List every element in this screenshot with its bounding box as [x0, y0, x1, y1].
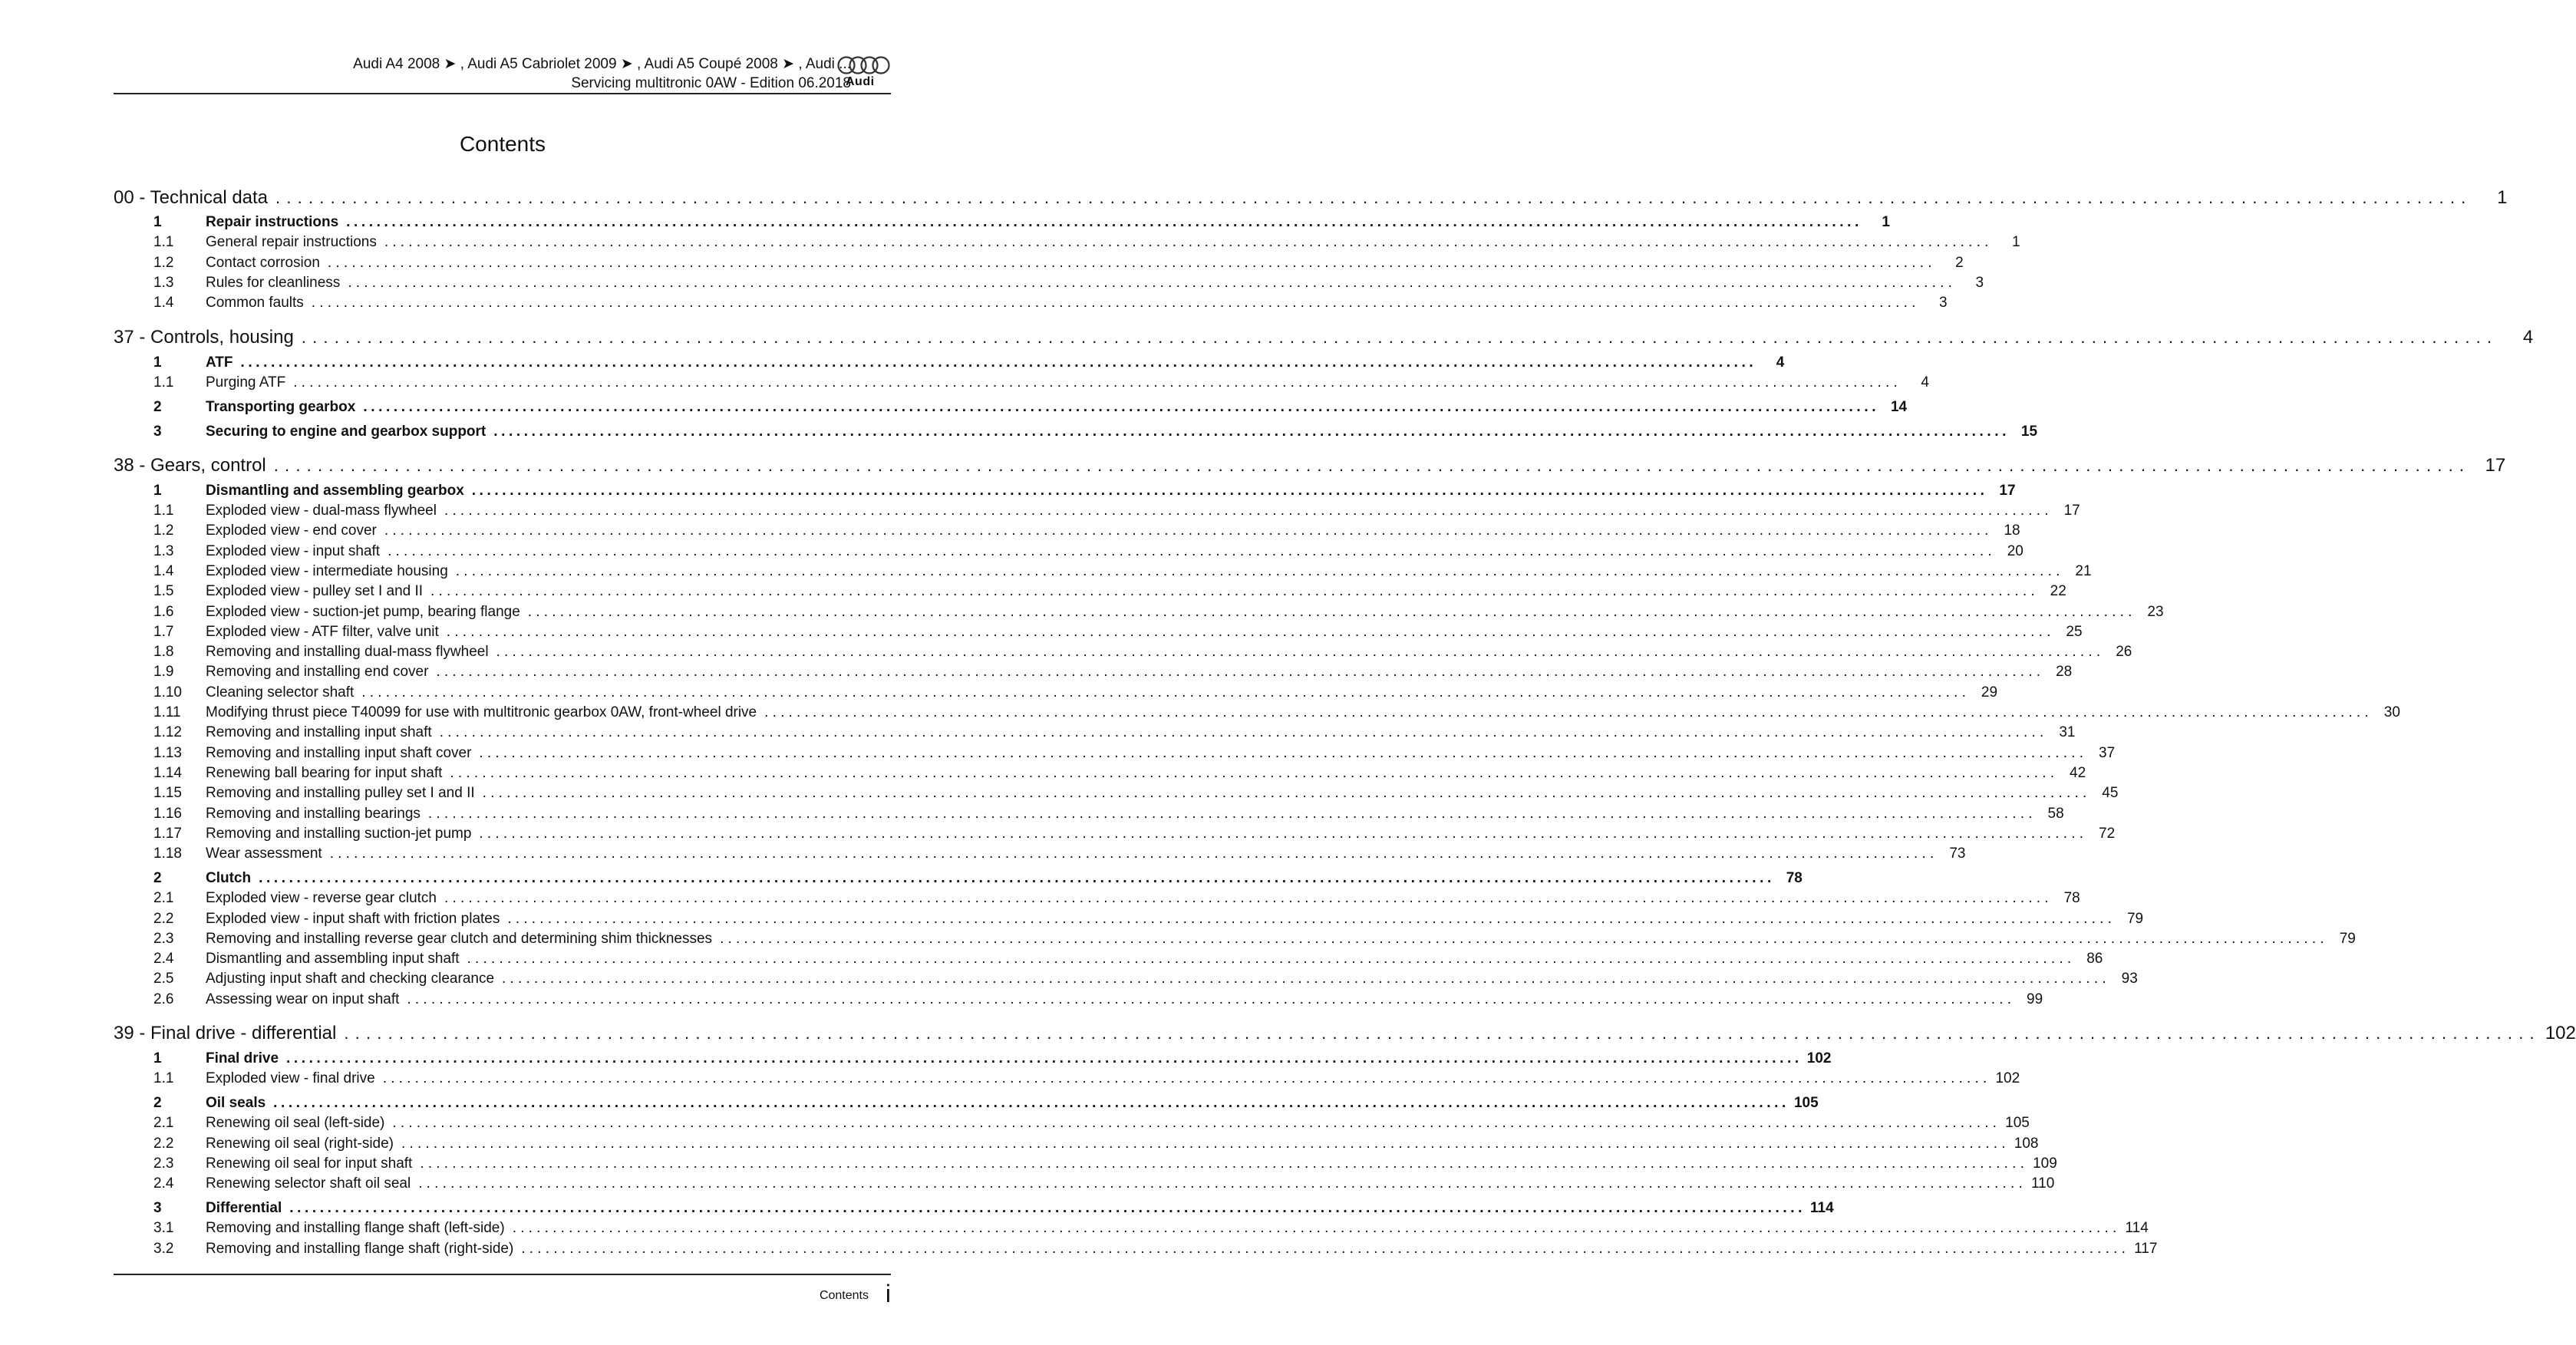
toc-entry[interactable]: [114, 1069, 2020, 1089]
entry-number: 1.1: [153, 374, 174, 391]
entry-number: 2.2: [153, 910, 174, 927]
page-number: 18: [2004, 523, 2020, 539]
toc-entry[interactable]: [114, 373, 1929, 393]
dot-leader: ........................................................................................................................................................................................................: [259, 869, 1775, 886]
page-number: 105: [1793, 1095, 1819, 1112]
entry-number: 1: [153, 214, 162, 231]
page-number: 17: [1999, 482, 2016, 499]
dot-leader: ........................................................................................................................................................................................................: [344, 1024, 2541, 1043]
entry-number: 1: [153, 354, 162, 371]
entry-title: Exploded view - suction-jet pump, bearing flange: [206, 603, 520, 620]
page-number: 17: [2485, 455, 2506, 476]
toc-entry[interactable]: [114, 642, 2132, 662]
entry-title: ATF: [206, 354, 233, 371]
table-of-contents: [114, 185, 2576, 1259]
dot-leader: ........................................................................................................................................................................................................: [329, 846, 1938, 862]
dot-leader: ........................................................................................................................................................................................................: [401, 1135, 2010, 1152]
entry-number: 2.4: [153, 951, 174, 968]
entry-number: 3.2: [153, 1240, 174, 1257]
entry-number: 1.2: [153, 523, 174, 539]
toc-entry[interactable]: [114, 888, 2080, 908]
page-number: 26: [2116, 644, 2132, 661]
entry-title: Differential: [206, 1200, 282, 1217]
entry-title: Renewing ball bearing for input shaft: [206, 764, 443, 781]
toc-entry[interactable]: [114, 1198, 1834, 1218]
entry-title: Renewing oil seal (left-side): [206, 1115, 385, 1132]
dot-leader: ........................................................................................................................................................................................................: [444, 890, 2053, 907]
page-title: Contents: [459, 132, 546, 156]
page-number: 117: [2134, 1240, 2158, 1257]
toc-entry[interactable]: [114, 844, 1966, 864]
entry-title: Exploded view - pulley set I and II: [206, 583, 424, 600]
entry-number: 1.1: [153, 1070, 174, 1087]
page-number: 102: [1806, 1050, 1832, 1067]
dot-leader: ........................................................................................................................................................................................................: [301, 327, 2498, 347]
dot-leader: ........................................................................................................................................................................................................: [521, 1240, 2130, 1257]
toc-entry[interactable]: [114, 662, 2073, 682]
dot-leader: ........................................................................................................................................................................................................: [427, 805, 2037, 822]
entry-number: 1.4: [153, 295, 174, 312]
dot-leader: ........................................................................................................................................................................................................: [527, 603, 2136, 620]
dot-leader: ........................................................................................................................................................................................................: [418, 1175, 2027, 1192]
dot-leader: ........................................................................................................................................................................................................: [764, 704, 2373, 721]
entry-number: 1.17: [153, 825, 182, 842]
page-number: 21: [2075, 563, 2092, 579]
entry-title: Clutch: [206, 869, 252, 886]
toc-entry[interactable]: [114, 783, 2119, 803]
entry-number: 1.15: [153, 785, 182, 802]
entry-title: Renewing selector shaft oil seal: [206, 1175, 411, 1192]
page-number: 20: [2007, 542, 2024, 559]
page-number: 99: [2027, 991, 2043, 1007]
page-number: 73: [1949, 846, 1966, 862]
entry-title: Common faults: [206, 295, 304, 312]
entry-title: Removing and installing input shaft: [206, 724, 432, 741]
dot-leader: ........................................................................................................................................................................................................: [439, 724, 2048, 741]
entry-number: 1.18: [153, 846, 182, 862]
toc-entry[interactable]: [114, 929, 2356, 949]
page-number: 17: [2063, 503, 2080, 519]
entry-title: Modifying thrust piece T40099 for use with multitronic gearbox 0AW, front-wheel drive: [206, 704, 757, 721]
entry-title: Removing and installing bearings: [206, 805, 421, 822]
toc-entry[interactable]: [114, 253, 1964, 273]
dot-leader: ........................................................................................................................................................................................................: [346, 214, 1862, 231]
dot-leader: ........................................................................................................................................................................................................: [430, 583, 2039, 600]
dot-leader: ........................................................................................................................................................................................................: [273, 1095, 1789, 1112]
entry-title: Renewing oil seal for input shaft: [206, 1155, 413, 1172]
entry-title: Removing and installing suction-jet pump: [206, 825, 472, 842]
page-number: 58: [2047, 805, 2064, 822]
entry-title: Renewing oil seal (right-side): [206, 1135, 394, 1152]
toc-entry[interactable]: [114, 969, 2138, 989]
page-number: 3: [1975, 275, 1984, 292]
toc-section-heading[interactable]: [114, 453, 2506, 479]
entry-number: 2: [153, 869, 162, 886]
entry-number: 2.6: [153, 991, 174, 1007]
entry-number: 1.9: [153, 664, 174, 681]
page-number: 105: [2005, 1115, 2030, 1132]
page-number: 93: [2121, 971, 2138, 987]
entry-title: Removing and installing flange shaft (right-side): [206, 1240, 514, 1257]
toc-entry[interactable]: [114, 481, 2016, 501]
page-number: 30: [2383, 704, 2400, 721]
page-number: 4: [1921, 374, 1929, 391]
dot-leader: ........................................................................................................................................................................................................: [479, 744, 2088, 761]
entry-number: 2: [153, 398, 162, 415]
toc-entry[interactable]: [114, 421, 2038, 441]
toc-entry[interactable]: [114, 562, 2092, 582]
page-number: 108: [2014, 1135, 2039, 1152]
entry-number: 2.4: [153, 1175, 174, 1192]
toc-section-heading[interactable]: [114, 185, 2508, 210]
dot-leader: ........................................................................................................................................................................................................: [293, 374, 1901, 391]
entry-title: Contact corrosion: [206, 254, 320, 271]
entry-title: Exploded view - input shaft with friction plates: [206, 910, 500, 927]
section-title: 39 - Final drive - differential: [114, 1023, 337, 1044]
entry-number: 1.3: [153, 275, 174, 292]
entry-title: Exploded view - ATF filter, valve unit: [206, 623, 439, 640]
toc-entry[interactable]: [114, 1049, 1832, 1069]
page-number: 78: [1786, 869, 1803, 886]
page-number: 14: [1890, 398, 1908, 415]
page-number: 114: [1810, 1200, 1834, 1217]
entry-number: 1.11: [153, 704, 181, 721]
dot-leader: ........................................................................................................................................................................................................: [507, 910, 2116, 927]
dot-leader: ........................................................................................................................................................................................................: [420, 1155, 2029, 1172]
toc-entry[interactable]: [114, 397, 1908, 417]
entry-title: Purging ATF: [206, 374, 286, 391]
page-number: 23: [2147, 603, 2164, 620]
dot-leader: ........................................................................................................................................................................................................: [348, 275, 1957, 292]
dot-leader: ........................................................................................................................................................................................................: [289, 1200, 1806, 1217]
page-number: 102: [2545, 1023, 2576, 1044]
page-number: 72: [2099, 825, 2116, 842]
toc-entry[interactable]: [114, 273, 1984, 293]
section-title: 00 - Technical data: [114, 186, 269, 208]
entry-number: 1.6: [153, 603, 174, 620]
entry-title: Dismantling and assembling gearbox: [206, 482, 464, 499]
entry-title: Exploded view - dual-mass flywheel: [206, 503, 437, 519]
page-number: 79: [2126, 910, 2144, 927]
entry-title: Removing and installing flange shaft (left-side): [206, 1220, 505, 1237]
entry-title: Securing to engine and gearbox support: [206, 423, 487, 440]
dot-leader: ........................................................................................................................................................................................................: [382, 1070, 1991, 1087]
entry-number: 1.1: [153, 234, 174, 251]
toc-entry[interactable]: [114, 990, 2043, 1010]
footer-rule: [114, 1274, 891, 1275]
toc-entry[interactable]: [114, 582, 2066, 602]
audi-logo: [836, 55, 892, 92]
dot-leader: ........................................................................................................................................................................................................: [392, 1115, 2001, 1132]
dot-leader: ........................................................................................................................................................................................................: [471, 482, 1988, 499]
dot-leader: ........................................................................................................................................................................................................: [444, 503, 2053, 519]
page-number: 15: [2020, 423, 2038, 440]
dot-leader: ........................................................................................................................................................................................................: [273, 456, 2471, 476]
entry-title: Removing and installing reverse gear clutch and determining shim thicknesses: [206, 930, 713, 947]
entry-number: 1.16: [153, 805, 182, 822]
entry-title: Dismantling and assembling input shaft: [206, 951, 460, 968]
entry-number: 1.10: [153, 684, 182, 701]
dot-leader: ........................................................................................................................................................................................................: [482, 785, 2091, 802]
toc-entry[interactable]: [114, 763, 2086, 783]
dot-leader: ........................................................................................................................................................................................................: [436, 664, 2045, 681]
toc-entry[interactable]: [114, 1239, 2158, 1259]
dot-leader: ........................................................................................................................................................................................................: [275, 187, 2472, 207]
entry-number: 2.3: [153, 1155, 174, 1172]
audi-rings-icon: [836, 55, 892, 75]
toc-entry[interactable]: [114, 232, 2020, 252]
page-number: 3: [1938, 295, 1948, 312]
toc-entry[interactable]: [114, 602, 2164, 621]
dot-leader: ........................................................................................................................................................................................................: [496, 644, 2105, 661]
toc-entry[interactable]: [114, 949, 2103, 969]
dot-leader: ........................................................................................................................................................................................................: [450, 764, 2059, 781]
entry-number: 3.1: [153, 1220, 174, 1237]
entry-title: Exploded view - final drive: [206, 1070, 375, 1087]
page-number: 109: [2033, 1155, 2057, 1172]
toc-entry[interactable]: [114, 1093, 1819, 1113]
entry-title: Transporting gearbox: [206, 398, 356, 415]
page-number: 37: [2099, 744, 2116, 761]
toc-entry[interactable]: [114, 743, 2116, 763]
entry-title: Removing and installing pulley set I and II: [206, 785, 475, 802]
dot-leader: ........................................................................................................................................................................................................: [384, 234, 1993, 251]
entry-title: Cleaning selector shaft: [206, 684, 355, 701]
dot-leader: ........................................................................................................................................................................................................: [311, 295, 1920, 312]
toc-entry[interactable]: [114, 521, 2020, 541]
entry-title: Adjusting input shaft and checking clearance: [206, 971, 495, 987]
page-number: 79: [2339, 930, 2356, 947]
page-number: 22: [2050, 583, 2066, 600]
entry-title: Removing and installing input shaft cover: [206, 744, 472, 761]
entry-number: 1.3: [153, 542, 174, 559]
entry-number: 1.8: [153, 644, 174, 661]
dot-leader: ........................................................................................................................................................................................................: [327, 254, 1936, 271]
dot-leader: ........................................................................................................................................................................................................: [512, 1220, 2121, 1237]
entry-number: 1.1: [153, 503, 174, 519]
header-subtitle: Servicing multitronic 0AW - Edition 06.2018: [571, 75, 851, 91]
toc-entry[interactable]: [114, 1218, 2149, 1238]
header-rule: [114, 93, 891, 94]
page-number: 4: [1776, 354, 1785, 371]
entry-number: 2.3: [153, 930, 174, 947]
dot-leader: ........................................................................................................................................................................................................: [363, 398, 1880, 415]
toc-entry[interactable]: [114, 908, 2144, 928]
toc-entry[interactable]: [114, 1174, 2055, 1194]
toc-section-heading[interactable]: [114, 1021, 2576, 1047]
entry-number: 2.5: [153, 971, 174, 987]
entry-number: 1: [153, 482, 162, 499]
toc-entry[interactable]: [114, 683, 1998, 703]
entry-number: 1.5: [153, 583, 174, 600]
dot-leader: ........................................................................................................................................................................................................: [361, 684, 1971, 701]
page-number: 31: [2059, 724, 2076, 741]
entry-number: 1.2: [153, 254, 174, 271]
entry-title: Exploded view - input shaft: [206, 542, 381, 559]
page-number: 1: [2497, 186, 2508, 208]
toc-section-heading[interactable]: [114, 325, 2534, 350]
entry-number: 2.1: [153, 1115, 174, 1132]
dot-leader: ........................................................................................................................................................................................................: [384, 523, 1993, 539]
entry-title: Exploded view - end cover: [206, 523, 377, 539]
entry-number: 1.12: [153, 724, 182, 741]
entry-title: Final drive: [206, 1050, 279, 1067]
footer-page-number: i: [885, 1280, 891, 1307]
toc-entry[interactable]: [114, 293, 1948, 313]
dot-leader: ........................................................................................................................................................................................................: [455, 563, 2064, 579]
dot-leader: ........................................................................................................................................................................................................: [388, 542, 1996, 559]
footer-label: Contents: [819, 1289, 869, 1302]
page-number: 1: [1882, 214, 1890, 231]
section-title: 37 - Controls, housing: [114, 326, 294, 348]
entry-number: 1.13: [153, 744, 182, 761]
page-number: 25: [2066, 623, 2083, 640]
entry-number: 3: [153, 1200, 162, 1217]
page-number: 29: [1981, 684, 1998, 701]
entry-number: 1.7: [153, 623, 174, 640]
page-number: 110: [2030, 1175, 2055, 1192]
dot-leader: ........................................................................................................................................................................................................: [286, 1050, 1803, 1067]
audi-logo-text: Audi: [846, 75, 875, 88]
toc-entry[interactable]: [114, 542, 2024, 562]
page-number: 45: [2102, 785, 2119, 802]
page-number: 4: [2522, 326, 2534, 348]
toc-entry[interactable]: [114, 1113, 2030, 1133]
toc-entry[interactable]: [114, 803, 2064, 823]
entry-title: Repair instructions: [206, 214, 339, 231]
section-title: 38 - Gears, control: [114, 455, 266, 476]
toc-entry[interactable]: [114, 622, 2083, 642]
toc-entry[interactable]: [114, 869, 1803, 888]
dot-leader: ........................................................................................................................................................................................................: [407, 991, 2016, 1007]
toc-entry[interactable]: [114, 723, 2076, 743]
entry-title: Assessing wear on input shaft: [206, 991, 400, 1007]
entry-title: Exploded view - intermediate housing: [206, 563, 448, 579]
dot-leader: ........................................................................................................................................................................................................: [479, 825, 2088, 842]
toc-entry[interactable]: [114, 703, 2400, 723]
toc-entry[interactable]: [114, 1134, 2039, 1154]
page-number: 102: [1995, 1070, 2020, 1087]
dot-leader: ........................................................................................................................................................................................................: [493, 423, 2010, 440]
dot-leader: ........................................................................................................................................................................................................: [446, 623, 2055, 640]
toc-entry[interactable]: [114, 501, 2080, 521]
entry-number: 2: [153, 1095, 162, 1112]
entry-title: Rules for cleanliness: [206, 275, 341, 292]
page-number: 114: [2125, 1220, 2149, 1237]
toc-entry[interactable]: [114, 213, 1890, 232]
entry-title: General repair instructions: [206, 234, 377, 251]
page-number: 1: [2012, 234, 2020, 251]
dot-leader: ........................................................................................................................................................................................................: [720, 930, 2328, 947]
entry-number: 2.1: [153, 890, 174, 907]
page-number: 78: [2063, 890, 2080, 907]
toc-entry[interactable]: [114, 352, 1785, 372]
entry-number: 1.4: [153, 563, 174, 579]
entry-number: 1.14: [153, 764, 182, 781]
entry-title: Oil seals: [206, 1095, 266, 1112]
entry-number: 3: [153, 423, 162, 440]
entry-title: Wear assessment: [206, 846, 322, 862]
toc-entry[interactable]: [114, 1154, 2057, 1174]
page-number: 86: [2086, 951, 2103, 968]
page-number: 28: [2056, 664, 2073, 681]
page-number: 2: [1955, 254, 1964, 271]
dot-leader: ........................................................................................................................................................................................................: [502, 971, 2110, 987]
entry-number: 1: [153, 1050, 162, 1067]
entry-title: Exploded view - reverse gear clutch: [206, 890, 437, 907]
entry-title: Removing and installing end cover: [206, 664, 429, 681]
dot-leader: ........................................................................................................................................................................................................: [240, 354, 1757, 371]
toc-entry[interactable]: [114, 824, 2116, 844]
entry-number: 2.2: [153, 1135, 174, 1152]
dot-leader: ........................................................................................................................................................................................................: [467, 951, 2076, 968]
header-models: Audi A4 2008 ➤ , Audi A5 Cabriolet 2009 ➤ , Audi A5 Coupé 2008 ➤ , Audi ...: [353, 56, 851, 72]
entry-title: Removing and installing dual-mass flywheel: [206, 644, 489, 661]
page-number: 42: [2070, 764, 2086, 781]
